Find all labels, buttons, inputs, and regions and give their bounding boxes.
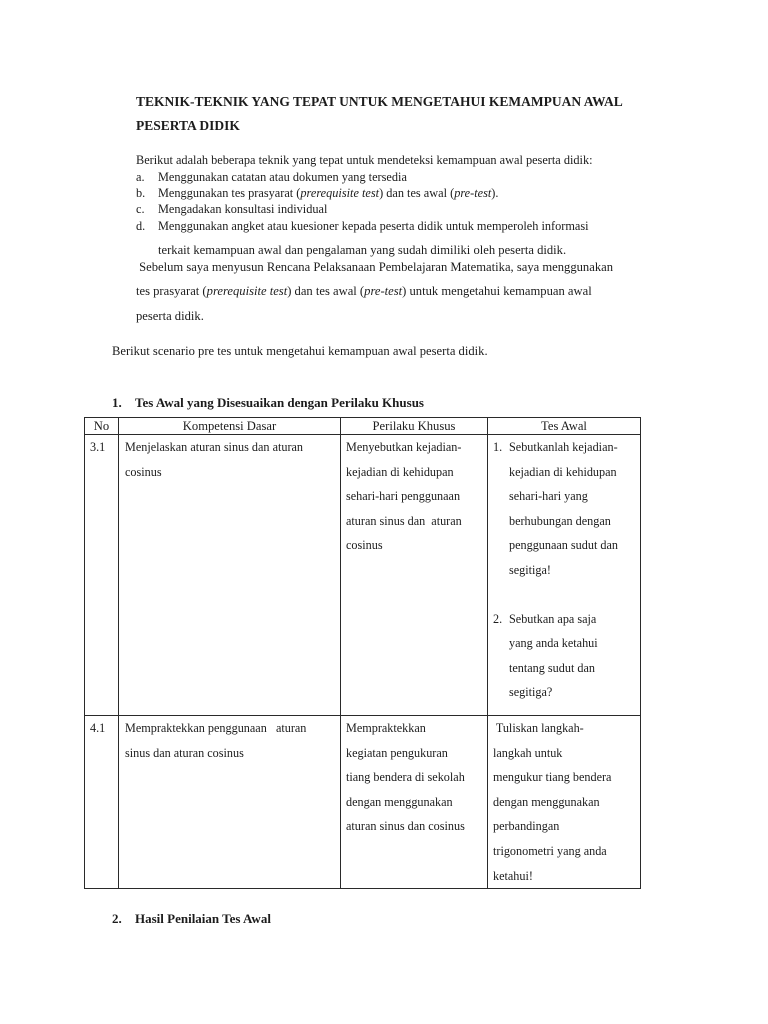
text-segment: ) dan tes awal (: [379, 186, 455, 201]
list-marker: b.: [136, 186, 146, 201]
table-header-row: [85, 418, 641, 435]
text-segment: Menggunakan tes prasyarat (: [158, 186, 301, 201]
section-1-heading: Tes Awal yang Disesuaikan dengan Perilaku Khusus: [135, 395, 424, 410]
text-segment: ) untuk mengetahui kemampuan awal: [402, 284, 592, 298]
list-item: [136, 218, 589, 234]
text-segment: ) dan tes awal (: [287, 284, 365, 298]
cell-line: Sebutkan apa saja: [509, 611, 597, 626]
italic-term: pre-test: [364, 284, 403, 298]
table-row: [85, 435, 641, 716]
test-item-number: 1.: [493, 440, 503, 454]
cell-line: berhubungan dengan: [509, 513, 611, 528]
cell-line: segitiga!: [509, 562, 551, 577]
list-item-text: [158, 218, 589, 234]
cell-line: aturan sinus dan cosinus: [346, 819, 465, 834]
cell-kompetensi-dasar: [119, 435, 341, 716]
paragraph-2-line-3: peserta didik.: [136, 309, 204, 323]
cell-no: 4.1: [85, 716, 119, 889]
list-marker: c.: [136, 202, 145, 217]
cell-line: kejadian di kehidupan: [509, 464, 617, 479]
cell-line: ketahui!: [493, 868, 533, 883]
cell-tes-awal: [488, 435, 641, 716]
header-perilaku-khusus: Perilaku Khusus: [341, 418, 488, 435]
list-marker: a.: [136, 170, 145, 184]
cell-line: sehari-hari yang: [509, 489, 588, 504]
section-2-number: 2.: [112, 911, 122, 926]
cell-line: Mempraktekkan penggunaan aturan: [125, 721, 307, 735]
cell-line: kejadian di kehidupan: [346, 464, 454, 479]
cell-line: Menyebutkan kejadian-: [346, 440, 462, 454]
cell-line: perbandingan: [493, 819, 560, 834]
cell-line: Tuliskan langkah-: [493, 721, 584, 735]
technique-list: [136, 169, 589, 234]
technique-d-continuation: terkait kemampuan awal dan pengalaman yang sudah dimiliki oleh peserta didik.: [158, 243, 567, 257]
header-no: No: [85, 418, 119, 435]
cell-line: aturan sinus dan aturan: [346, 513, 462, 528]
list-item: [136, 185, 589, 201]
intro-paragraph: Berikut adalah beberapa teknik yang tepat untuk mendeteksi kemampuan awal peserta didik:: [136, 153, 593, 167]
document-title-line-2: PESERTA DIDIK: [136, 118, 240, 133]
list-item-text: [158, 169, 407, 185]
header-tes-awal: Tes Awal: [488, 418, 641, 435]
cell-line: cosinus: [346, 538, 383, 553]
test-item-1: [493, 435, 636, 583]
cell-kompetensi-dasar: [119, 716, 341, 889]
cell-line: tentang sudut dan: [509, 660, 595, 675]
cell-line: sehari-hari penggunaan: [346, 489, 461, 504]
paragraph-2-line-2: [136, 284, 592, 299]
test-item-number: 2.: [493, 611, 503, 626]
cell-line: langkah untuk: [493, 745, 563, 760]
cell-line: Mempraktekkan: [346, 721, 426, 735]
test-item-2: [493, 607, 636, 705]
cell-perilaku-khusus: [341, 716, 488, 889]
list-marker: d.: [136, 218, 146, 233]
cell-line: penggunaan sudut dan: [509, 538, 618, 553]
list-item-text: [158, 185, 498, 201]
text-segment: Menggunakan angket atau kuesioner kepada peserta didik untuk memperoleh informasi: [158, 218, 589, 233]
paragraph-2-line-1: Sebelum saya menyusun Rencana Pelaksanaan Pembelajaran Matematika, saya menggunakan: [136, 260, 614, 274]
italic-term: prerequisite test: [300, 186, 380, 201]
text-segment: Menggunakan catatan atau dokumen yang tersedia: [158, 170, 407, 184]
cell-line: Menjelaskan aturan sinus dan aturan: [125, 440, 304, 454]
cell-line: cosinus: [125, 464, 162, 479]
text-segment: ).: [491, 186, 499, 201]
section-2-heading: Hasil Penilaian Tes Awal: [135, 911, 271, 926]
cell-line: sinus dan aturan cosinus: [125, 745, 244, 760]
cell-line: yang anda ketahui: [509, 636, 598, 651]
cell-line: trigonometri yang anda: [493, 843, 607, 858]
section-1-number: 1.: [112, 395, 122, 410]
italic-term: prerequisite test: [206, 284, 288, 298]
italic-term: pre-test: [454, 186, 492, 201]
text-segment: Mengadakan konsultasi individual: [158, 202, 328, 217]
pretest-table: [84, 417, 641, 889]
cell-line: dengan menggunakan: [493, 794, 600, 809]
header-kompetensi-dasar: Kompetensi Dasar: [119, 418, 341, 435]
table-row: [85, 716, 641, 889]
cell-line: Sebutkanlah kejadian-: [509, 440, 618, 454]
text-segment: tes prasyarat (: [136, 284, 207, 298]
list-item: [136, 169, 589, 185]
cell-line: mengukur tiang bendera: [493, 770, 612, 785]
list-item-text: [158, 201, 327, 217]
cell-tes-awal: [488, 716, 641, 889]
cell-no: 3.1: [85, 435, 119, 716]
document-title-line-1: TEKNIK-TEKNIK YANG TEPAT UNTUK MENGETAHUI KEMAMPUAN AWAL: [136, 94, 623, 109]
cell-line: dengan menggunakan: [346, 794, 453, 809]
cell-line: kegiatan pengukuran: [346, 745, 448, 760]
list-item: [136, 201, 589, 217]
cell-line: segitiga?: [509, 685, 553, 700]
cell-perilaku-khusus: [341, 435, 488, 716]
cell-line: tiang bendera di sekolah: [346, 770, 465, 785]
scenario-intro: Berikut scenario pre tes untuk mengetahui kemampuan awal peserta didik.: [112, 344, 488, 358]
